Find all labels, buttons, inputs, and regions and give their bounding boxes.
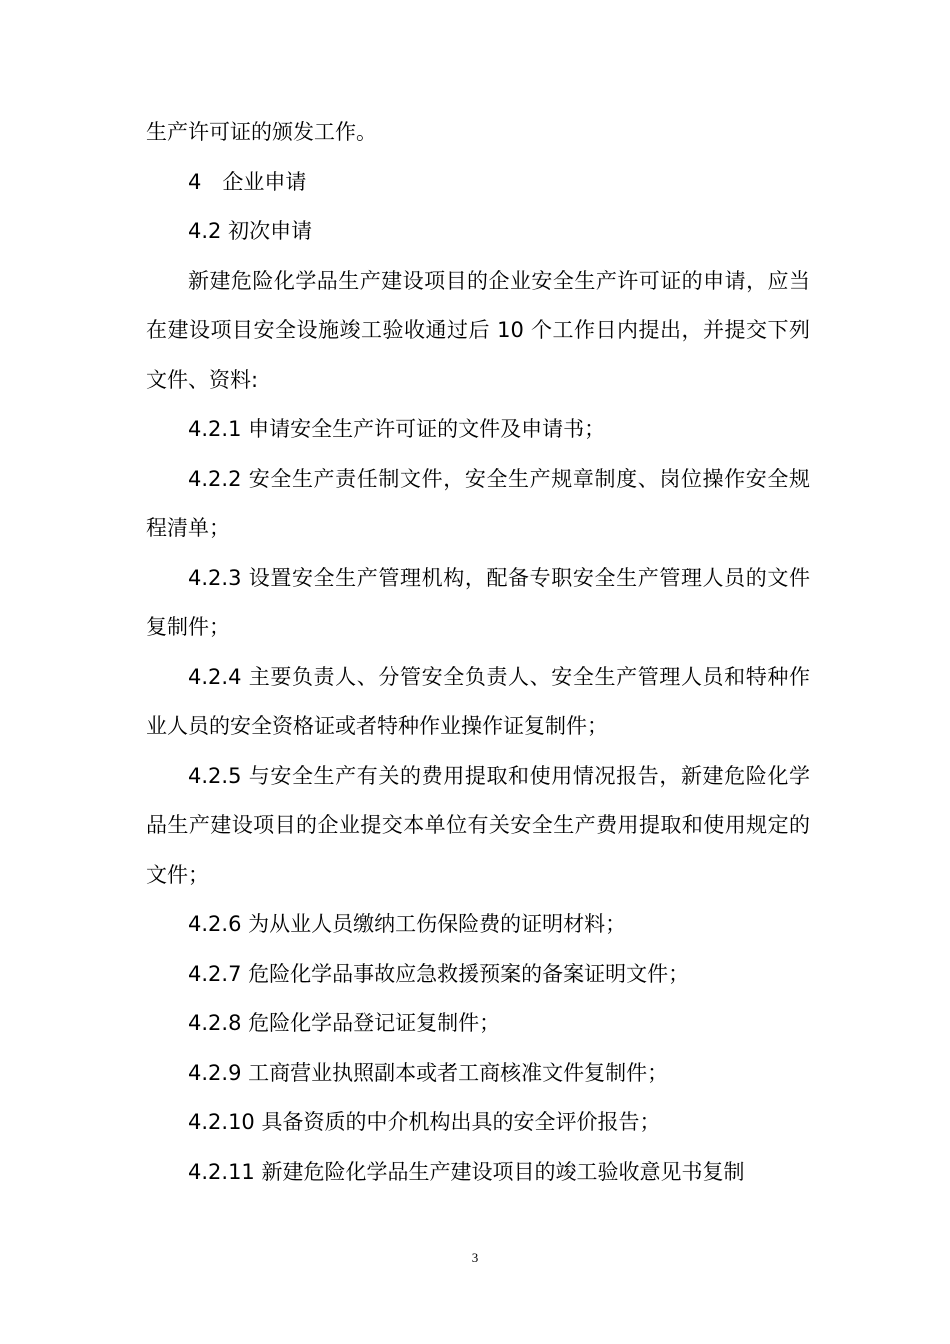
list-item-4-2-7: 4.2.7 危险化学品事故应急救援预案的备案证明文件； bbox=[188, 961, 690, 986]
list-item-4-2-5: 4.2.5 与安全生产有关的费用提取和使用情况报告，新建危险化学品生产建设项目的企业提交本单位有关安全生产费用提取和使用规定的文件； bbox=[146, 763, 810, 887]
list-item-4-2-6: 4.2.6 为从业人员缴纳工伤保险费的证明材料； bbox=[188, 912, 627, 936]
list-item-4-2-2: 4.2.2 安全生产责任制文件，安全生产规章制度、岗位操作安全规程清单； bbox=[146, 466, 810, 540]
paragraph-continuation: 生产许可证的颁发工作。 bbox=[146, 120, 377, 144]
body-text bbox=[146, 108, 810, 1197]
section-heading-4: 4 企业申请 bbox=[188, 169, 307, 194]
list-item-4-2-8: 4.2.8 危险化学品登记证复制件； bbox=[188, 1011, 501, 1035]
list-item-4-2-4: 4.2.4 主要负责人、分管安全负责人、安全生产管理人员和特种作业人员的安全资格证或者特种作业操作证复制件； bbox=[146, 664, 810, 738]
list-item-4-2-10: 4.2.10 具备资质的中介机构出具的安全评价报告； bbox=[188, 1110, 661, 1134]
list-item-4-2-3: 4.2.3 设置安全生产管理机构，配备专职安全生产管理人员的文件复制件； bbox=[146, 565, 810, 639]
section-heading-4-2: 4.2 初次申请 bbox=[188, 219, 313, 243]
list-item-4-2-9: 4.2.9 工商营业执照副本或者工商核准文件复制件； bbox=[188, 1060, 669, 1085]
list-item-4-2-1: 4.2.1 申请安全生产许可证的文件及申请书； bbox=[188, 417, 606, 441]
page-number: 3 bbox=[471, 1250, 479, 1265]
paragraph-intro: 新建危险化学品生产建设项目的企业安全生产许可证的申请，应当在建设项目安全设施竣工验收通过后 10 个工作日内提出，并提交下列文件、资料: bbox=[146, 268, 810, 392]
list-item-4-2-11: 4.2.11 新建危险化学品生产建设项目的竣工验收意见书复制 bbox=[188, 1159, 745, 1184]
